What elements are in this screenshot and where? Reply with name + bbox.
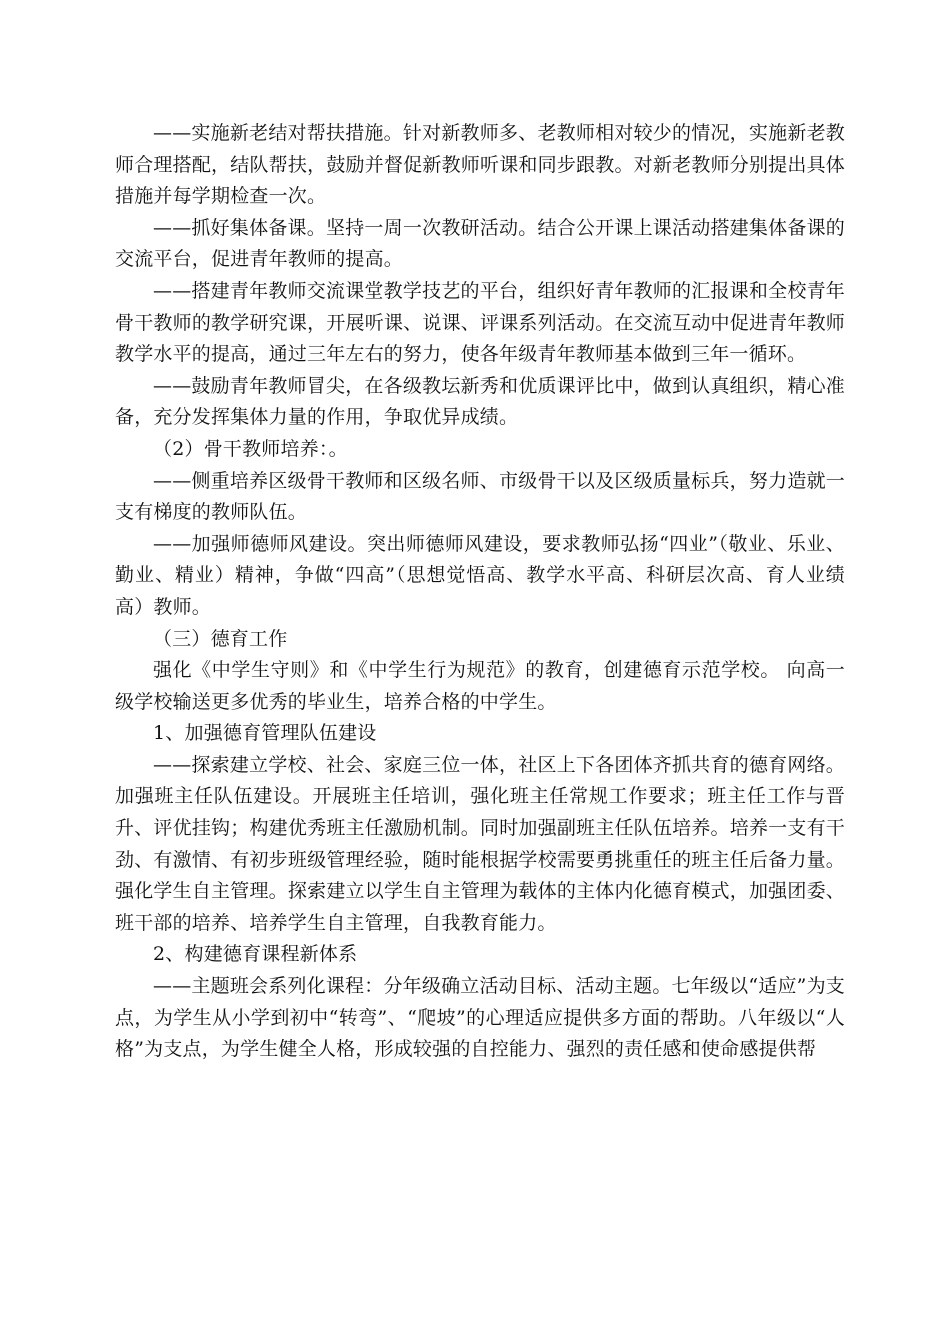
paragraph-collective-lesson-prep: ——抓好集体备课。坚持一周一次教研活动。结合公开课上课活动搭建集体备课的交流平台，促进青年教师的提高。 [115,216,845,271]
subheading-backbone-teachers: （2）骨干教师培养：。 [153,437,348,460]
subheading-curriculum-system: 2、构建德育课程新体系 [153,943,358,966]
paragraph-backbone-training: ——侧重培养区级骨干教师和区级名师、市级骨干以及区级质量标兵，努力造就一支有梯度的教师队伍。 [115,469,845,524]
paragraph-moral-education-intro: 强化《中学生守则》和《中学生行为规范》的教育，创建德育示范学校。 向高一级学校输送更多优秀的毕业生，培养合格的中学生。 [115,659,845,713]
paragraph-young-teacher-platform: ——搭建青年教师交流课堂教学技艺的平台，组织好青年教师的汇报课和全校青年骨干教师的教学研究课，开展听课、说课、评课系列活动。在交流互动中促进青年教师教学水平的提高，通过三年左右的努力，使各年级青年教师基本做到三年一循环。 [115,279,845,366]
document-body [115,118,845,1066]
paragraph-class-meeting-curriculum: ——主题班会系列化课程：分年级确立活动目标、活动主题。七年级以“适应”为支点，为学生从小学到初中“转弯”、“爬坡”的心理适应提供多方面的帮助。八年级以“人格”为支点，为学生健全人格，形成较强的自控能力、强烈的责任感和使命感提供帮 [115,975,845,1061]
section-heading-moral-education: （三）德育工作 [153,627,288,650]
paragraph-mentoring: ——实施新老结对帮扶措施。针对新教师多、老教师相对较少的情况，实施新老教师合理搭配，结队帮扶，鼓励并督促新教师听课和同步跟教。对新老教师分别提出具体措施并每学期检查一次。 [115,122,845,208]
subheading-management-team: 1、加强德育管理队伍建设 [153,722,377,745]
paragraph-management-team: ——探索建立学校、社会、家庭三位一体，社区上下各团体齐抓共育的德育网络。加强班主任队伍建设。开展班主任培训，强化班主任常规工作要求；班主任工作与晋升、评优挂钩；构建优秀班主任激励机制。同时加强副班主任队伍培养。培养一支有干劲、有激情、有初步班级管理经验，随时能根据学校需要勇挑重任的班主任后备力量。强化学生自主管理。探索建立以学生自主管理为载体的主体内化德育模式，加强团委、班干部的培养、培养学生自主管理，自我教育能力。 [115,753,845,934]
paragraph-encourage-young-teachers: ——鼓励青年教师冒尖，在各级教坛新秀和优质课评比中，做到认真组织，精心准备，充分发挥集体力量的作用，争取优异成绩。 [115,374,845,429]
paragraph-ethics: ——加强师德师风建设。突出师德师风建设，要求教师弘扬“四业”（敬业、乐业、勤业、精业）精神，争做“四高”（思想觉悟高、教学水平高、科研层次高、育人业绩高）教师。 [115,532,845,618]
